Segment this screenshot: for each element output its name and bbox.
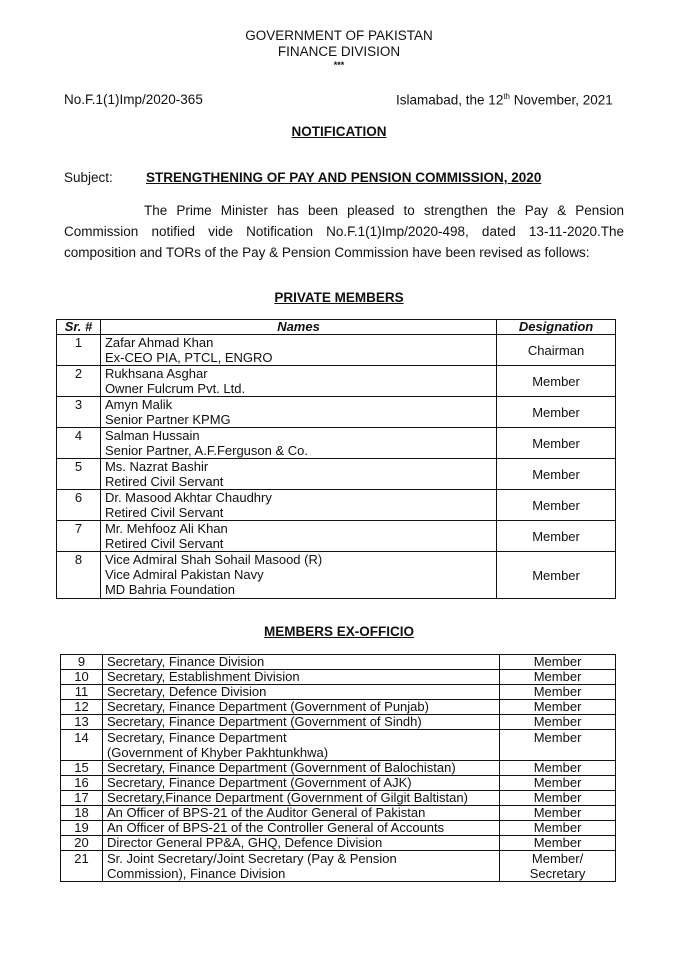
- serial-number: 6: [57, 490, 101, 521]
- member-names-cell: [102, 655, 499, 670]
- member-name: Vice Admiral Shah Sohail Masood (R): [104, 552, 323, 567]
- member-name: Secretary, Finance Department: [106, 730, 287, 745]
- serial-number: 19: [61, 821, 103, 836]
- table-row: [61, 685, 616, 700]
- member-names-cell: [102, 776, 499, 791]
- member-names-cell: [100, 397, 496, 428]
- member-names-cell: [102, 685, 499, 700]
- member-designation: Member: [497, 459, 616, 490]
- member-names-cell: [100, 552, 496, 599]
- table-row: [57, 397, 616, 428]
- subject-text: STRENGTHENING OF PAY AND PENSION COMMISSION, 2020: [146, 170, 542, 185]
- member-name: Secretary,Finance Department (Government of Gilgit Baltistan): [106, 790, 468, 805]
- table-row: [61, 791, 616, 806]
- member-names-cell: [102, 851, 499, 882]
- member-designation: Member: [497, 521, 616, 552]
- member-name: Mr. Mehfooz Ali Khan: [104, 521, 228, 536]
- member-name: Director General PP&A, GHQ, Defence Division: [106, 835, 383, 850]
- member-designation: [500, 715, 616, 730]
- designation-line: Member: [533, 730, 582, 745]
- column-header-names: Names: [100, 320, 496, 335]
- table-row: [57, 366, 616, 397]
- serial-number: 2: [57, 366, 101, 397]
- table-row: [61, 670, 616, 685]
- member-names-cell: [102, 730, 499, 761]
- table-row: [61, 655, 616, 670]
- designation-line: Member: [533, 714, 582, 729]
- date-prefix: Islamabad, the 12: [396, 92, 504, 108]
- member-affiliation: Senior Partner KPMG: [104, 412, 231, 427]
- member-name: Salman Hussain: [104, 428, 200, 443]
- member-name: Secretary, Establishment Division: [106, 669, 300, 684]
- member-name: Ms. Nazrat Bashir: [104, 459, 209, 474]
- member-names-cell: [102, 836, 499, 851]
- serial-number: 12: [61, 700, 103, 715]
- member-designation: [500, 776, 616, 791]
- serial-number: 11: [61, 685, 103, 700]
- member-designation: Member: [497, 552, 616, 599]
- designation-line-continued: Secretary: [529, 866, 586, 881]
- designation-line: Member: [533, 684, 582, 699]
- table-row: [57, 335, 616, 366]
- designation-line: Member: [533, 775, 582, 790]
- table-row: [61, 761, 616, 776]
- table-row: [61, 776, 616, 791]
- member-names-cell: [100, 335, 496, 366]
- table-row: [61, 836, 616, 851]
- member-affiliation: Owner Fulcrum Pvt. Ltd.: [104, 381, 246, 396]
- letterhead: [0, 28, 678, 70]
- table-row: [61, 700, 616, 715]
- member-names-cell: [100, 459, 496, 490]
- serial-number: 5: [57, 459, 101, 490]
- column-header-sr: Sr. #: [57, 320, 101, 335]
- member-designation: [500, 806, 616, 821]
- table-row: [57, 459, 616, 490]
- member-affiliation: Retired Civil Servant: [104, 536, 224, 551]
- table-row: [61, 851, 616, 882]
- member-name-continued: (Government of Khyber Pakhtunkhwa): [106, 745, 329, 760]
- designation-line: Member: [533, 760, 582, 775]
- designation-line: Member: [533, 820, 582, 835]
- member-name: Dr. Masood Akhtar Chaudhry: [104, 490, 272, 505]
- body-text: The Prime Minister has been pleased to strengthen the Pay & Pension Commission notified vide Notification No.F.1(1)Imp/2020-498, dated 13-11-2020.The composition and TORs of the Pay & Pension Commission have been revised as follows:: [64, 203, 624, 260]
- member-name: Secretary, Finance Department (Government of AJK): [106, 775, 412, 790]
- member-designation: Member: [497, 366, 616, 397]
- designation-line: Member/: [531, 851, 584, 866]
- table-row: [57, 552, 616, 599]
- government-title: GOVERNMENT OF PAKISTAN: [245, 28, 433, 43]
- table-row: [57, 521, 616, 552]
- ex-officio-table: [60, 654, 616, 882]
- serial-number: 9: [61, 655, 103, 670]
- date-rest: November, 2021: [510, 92, 613, 108]
- designation-line: Member: [533, 805, 582, 820]
- member-affiliation: Vice Admiral Pakistan Navy: [104, 567, 264, 582]
- member-affiliation: Retired Civil Servant: [104, 474, 224, 489]
- member-affiliation: Ex-CEO PIA, PTCL, ENGRO: [104, 350, 273, 365]
- serial-number: 4: [57, 428, 101, 459]
- member-names-cell: [102, 670, 499, 685]
- table-row: [61, 715, 616, 730]
- member-designation: Member: [497, 428, 616, 459]
- private-members-table: [56, 319, 616, 599]
- ex-officio-heading: MEMBERS EX-OFFICIO: [263, 624, 414, 639]
- member-designation: [500, 821, 616, 836]
- issue-date: [396, 92, 613, 108]
- designation-line: Member: [533, 835, 582, 850]
- serial-number: 8: [57, 552, 101, 599]
- member-designation: Chairman: [497, 335, 616, 366]
- member-designation: [500, 761, 616, 776]
- serial-number: 1: [57, 335, 101, 366]
- designation-line: Member: [533, 699, 582, 714]
- designation-line: Member: [533, 654, 582, 669]
- member-names-cell: [100, 490, 496, 521]
- member-designation: [500, 730, 616, 761]
- table-header-row: [57, 320, 616, 335]
- stars-ornament: ***: [333, 60, 345, 70]
- member-name: Secretary, Finance Department (Government of Sindh): [106, 714, 422, 729]
- subject-label: Subject:: [64, 170, 113, 185]
- serial-number: 21: [61, 851, 103, 882]
- member-names-cell: [102, 806, 499, 821]
- member-names-cell: [100, 428, 496, 459]
- body-paragraph: [64, 200, 624, 263]
- member-names-cell: [102, 791, 499, 806]
- table-row: [57, 428, 616, 459]
- table-row: [61, 730, 616, 761]
- member-name: Amyn Malik: [104, 397, 173, 412]
- serial-number: 18: [61, 806, 103, 821]
- member-names-cell: [102, 761, 499, 776]
- member-name-continued: Commission), Finance Division: [106, 866, 286, 881]
- member-name: Secretary, Finance Division: [106, 654, 265, 669]
- member-names-cell: [100, 521, 496, 552]
- member-names-cell: [100, 366, 496, 397]
- member-names-cell: [102, 821, 499, 836]
- member-designation: [500, 836, 616, 851]
- member-name: Secretary, Defence Division: [106, 684, 267, 699]
- serial-number: 15: [61, 761, 103, 776]
- member-name: Secretary, Finance Department (Government of Balochistan): [106, 760, 456, 775]
- serial-number: 14: [61, 730, 103, 761]
- member-designation: [500, 700, 616, 715]
- table-row: [57, 490, 616, 521]
- serial-number: 7: [57, 521, 101, 552]
- serial-number: 3: [57, 397, 101, 428]
- member-designation: Member: [497, 397, 616, 428]
- member-names-cell: [102, 700, 499, 715]
- member-designation: [500, 851, 616, 882]
- member-name: An Officer of BPS-21 of the Controller General of Accounts: [106, 820, 445, 835]
- serial-number: 16: [61, 776, 103, 791]
- division-title: FINANCE DIVISION: [277, 44, 401, 59]
- table-row: [61, 806, 616, 821]
- table-row: [61, 821, 616, 836]
- member-designation: Member: [497, 490, 616, 521]
- member-affiliation-extra: MD Bahria Foundation: [104, 582, 236, 597]
- serial-number: 17: [61, 791, 103, 806]
- serial-number: 10: [61, 670, 103, 685]
- member-names-cell: [102, 715, 499, 730]
- reference-number: No.F.1(1)Imp/2020-365: [64, 92, 203, 107]
- member-name: An Officer of BPS-21 of the Auditor General of Pakistan: [106, 805, 426, 820]
- date-suffix-ordinal: th: [503, 92, 510, 101]
- member-name: Secretary, Finance Department (Government of Punjab): [106, 699, 429, 714]
- member-name: Zafar Ahmad Khan: [104, 335, 214, 350]
- designation-line: Member: [533, 669, 582, 684]
- member-name: Sr. Joint Secretary/Joint Secretary (Pay & Pension: [106, 851, 397, 866]
- private-members-heading: PRIVATE MEMBERS: [274, 290, 404, 305]
- designation-line: Member: [533, 790, 582, 805]
- member-designation: [500, 685, 616, 700]
- serial-number: 13: [61, 715, 103, 730]
- member-designation: [500, 791, 616, 806]
- serial-number: 20: [61, 836, 103, 851]
- member-designation: [500, 670, 616, 685]
- member-name: Rukhsana Asghar: [104, 366, 208, 381]
- notification-title: NOTIFICATION: [291, 124, 387, 139]
- member-affiliation: Retired Civil Servant: [104, 505, 224, 520]
- column-header-designation: Designation: [497, 320, 616, 335]
- member-designation: [500, 655, 616, 670]
- member-affiliation: Senior Partner, A.F.Ferguson & Co.: [104, 443, 308, 458]
